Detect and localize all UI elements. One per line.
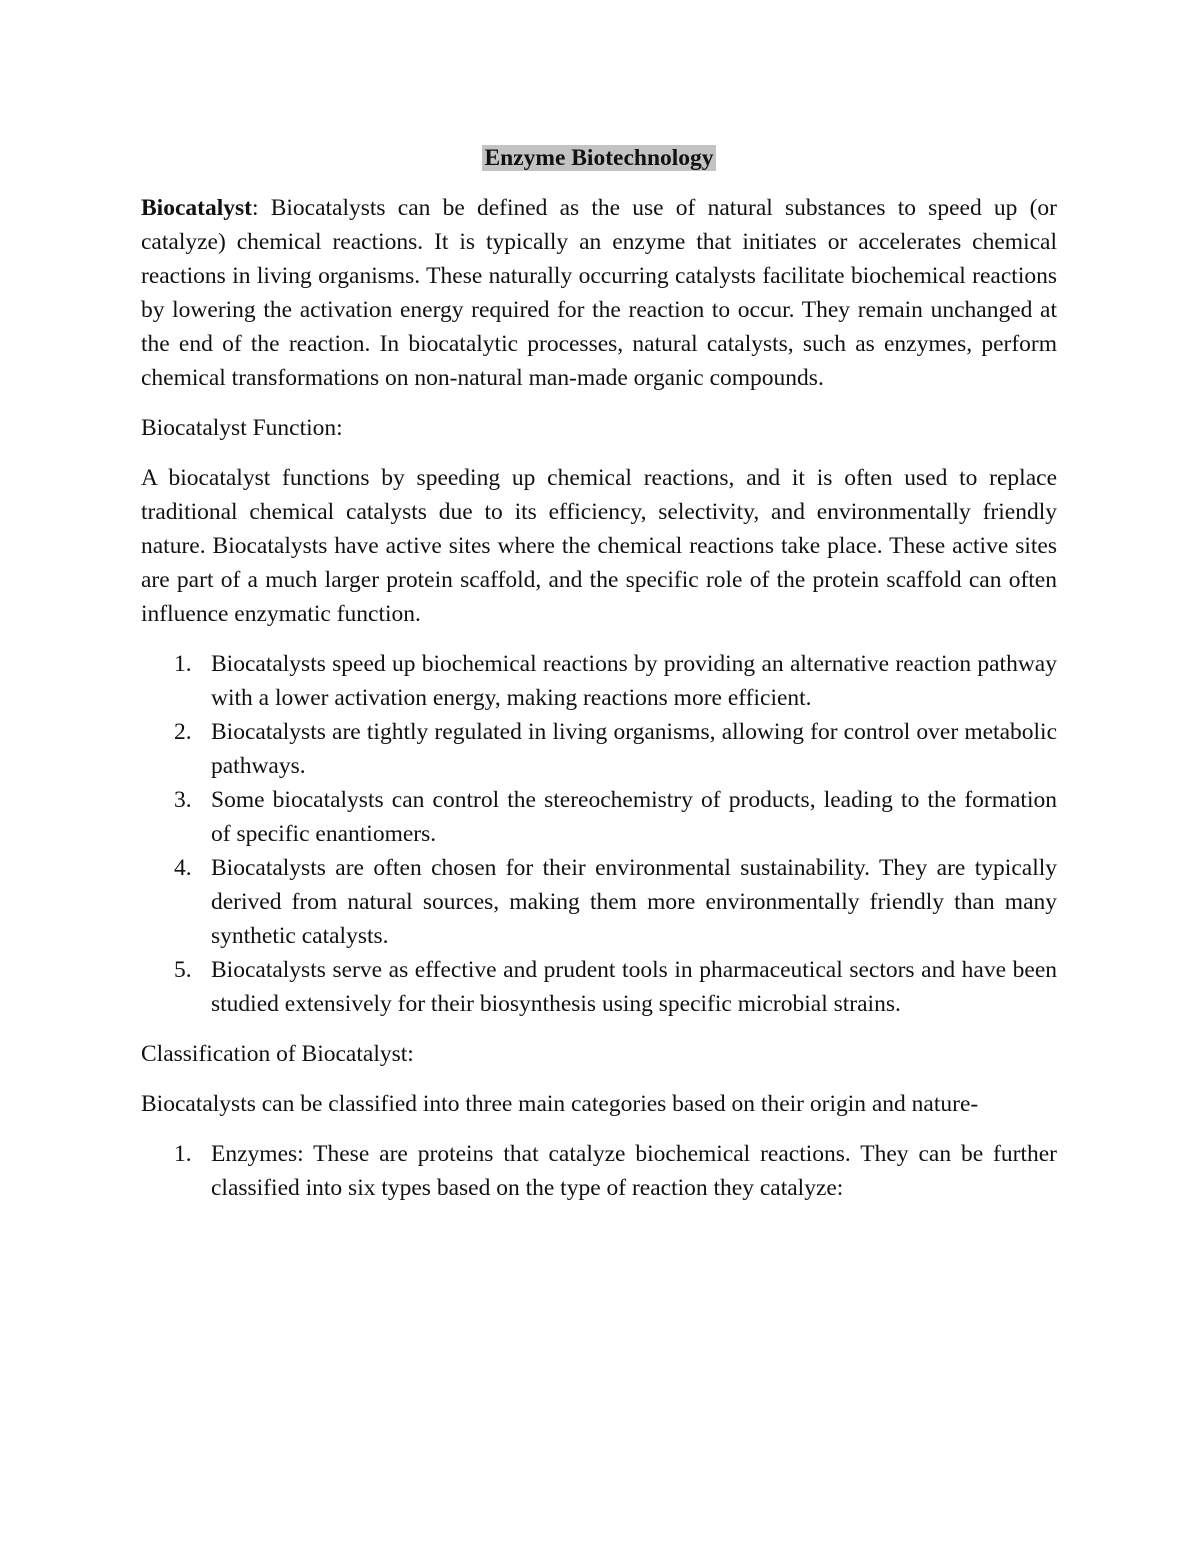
list-item: 4. Biocatalysts are often chosen for their environmental sustainability. They are typically derived from natural sources, making them more environmentally friendly than many synthetic catalysts. (174, 855, 1057, 949)
document-title: Enzyme Biotechnology (484, 145, 714, 171)
classification-heading: Classification of Biocatalyst: (141, 1041, 414, 1067)
function-heading: Biocatalyst Function: (141, 415, 343, 441)
document-page (141, 141, 1057, 1221)
function-list (141, 647, 1057, 1021)
list-item: 3. Some biocatalysts can control the stereochemistry of products, leading to the formation of specific enantiomers. (174, 787, 1057, 847)
function-paragraph: A biocatalyst functions by speeding up chemical reactions, and it is often used to replace traditional chemical catalysts due to its efficiency, selectivity, and environmentally friendly nature. Biocatalysts have active sites where the chemical reactions take place. These active sites are part of a much larger protein scaffold, and the specific role of the protein scaffold can often influence enzymatic function. (141, 465, 1057, 627)
classification-list (141, 1137, 1057, 1205)
intro-term: Biocatalyst (141, 195, 252, 221)
list-item: 1. Biocatalysts speed up biochemical reactions by providing an alternative reaction pathway with a lower activation energy, making reactions more efficient. (174, 651, 1057, 711)
intro-paragraph: Biocatalyst: Biocatalysts can be defined as the use of natural substances to speed up (or catalyze) chemical reactions. It is typically an enzyme that initiates or accelerates chemical reactions in living organisms. These naturally occurring catalysts facilitate biochemical reactions by lowering the activation energy required for the reaction to occur. They remain unchanged at the end of the reaction. In biocatalytic processes, natural catalysts, such as enzymes, perform chemical transformations on non-natural man-made organic compounds. (141, 195, 1057, 391)
list-item: 1. Enzymes: These are proteins that catalyze biochemical reactions. They can be further classified into six types based on the type of reaction they catalyze: (174, 1141, 1057, 1201)
list-item: 5. Biocatalysts serve as effective and prudent tools in pharmaceutical sectors and have been studied extensively for their biosynthesis using specific microbial strains. (174, 957, 1057, 1017)
classification-paragraph: Biocatalysts can be classified into three main categories based on their origin and nature- (141, 1091, 979, 1117)
list-item: 2. Biocatalysts are tightly regulated in living organisms, allowing for control over metabolic pathways. (174, 719, 1057, 779)
